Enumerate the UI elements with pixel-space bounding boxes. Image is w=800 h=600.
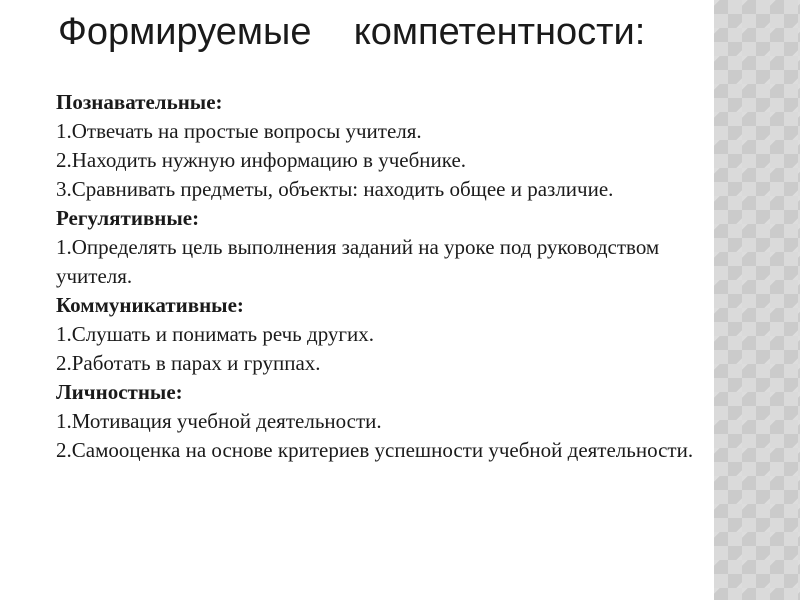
list-item: 3.Сравнивать предметы, объекты: находить общее и различие. <box>56 177 614 201</box>
section-regulatory <box>56 204 706 291</box>
list-item: 2.Самооценка на основе критериев успешности учебной деятельности. <box>56 438 694 462</box>
decorative-pattern-band <box>714 0 800 600</box>
section-personal <box>56 378 706 465</box>
section-heading: Коммуникативные: <box>56 293 244 317</box>
list-item: 1.Определять цель выполнения заданий на уроке под руководством учителя. <box>56 235 660 288</box>
section-cognitive <box>56 88 706 204</box>
section-heading: Регулятивные: <box>56 206 200 230</box>
list-item: 1.Мотивация учебной деятельности. <box>56 409 382 433</box>
slide-title: Формируемые компетентности: <box>58 11 646 53</box>
list-item: 1.Отвечать на простые вопросы учителя. <box>56 119 422 143</box>
slide-content <box>56 88 706 465</box>
section-heading: Познавательные: <box>56 90 223 114</box>
list-item: 2.Работать в парах и группах. <box>56 351 321 375</box>
list-item: 2.Находить нужную информацию в учебнике. <box>56 148 467 172</box>
section-communicative <box>56 291 706 378</box>
section-heading: Личностные: <box>56 380 183 404</box>
list-item: 1.Слушать и понимать речь других. <box>56 322 375 346</box>
